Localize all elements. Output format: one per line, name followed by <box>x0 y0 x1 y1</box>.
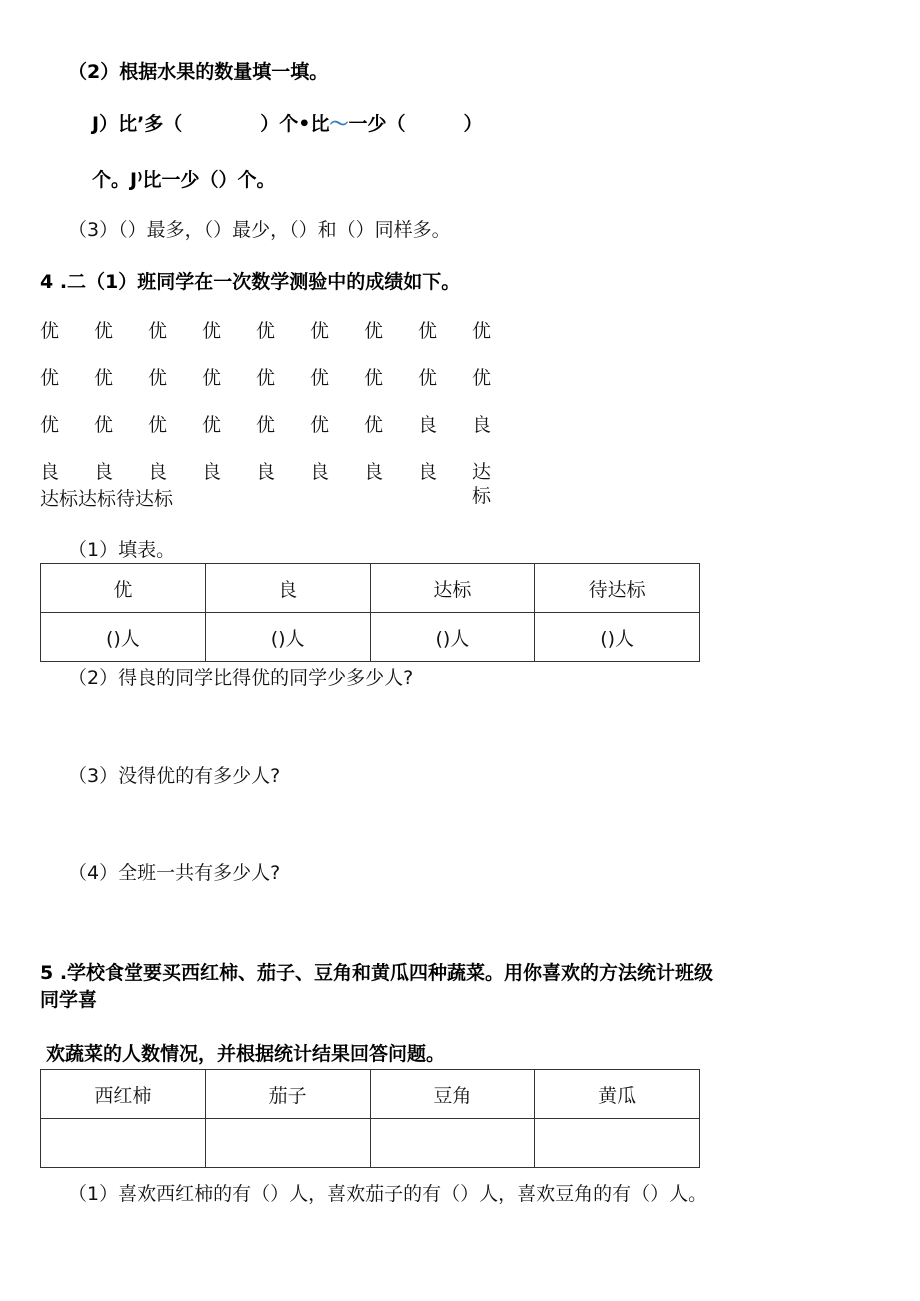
table-header-row <box>41 1070 700 1119</box>
grade-cell: 优 <box>364 414 384 436</box>
tilde-mark: ～ <box>329 113 349 135</box>
grade-cell: 良 <box>148 461 168 483</box>
grade-cell: 优 <box>472 320 492 342</box>
grade-cell: 优 <box>310 414 330 436</box>
question-3-3: （3）（）最多，（）最少，（）和（）同样多。 <box>68 219 451 241</box>
question-4-3: （3）没得优的有多少人? <box>68 765 281 787</box>
grade-cell: 优 <box>148 367 168 389</box>
grade-cell: 良 <box>418 414 438 436</box>
grades-tail: 达标达标待达标 <box>40 488 174 510</box>
table-cell: ()人 <box>205 613 370 662</box>
table-row <box>41 613 700 662</box>
grade-cell: 优 <box>94 414 114 436</box>
table-header-row <box>41 564 700 613</box>
grade-cell: 优 <box>310 367 330 389</box>
grade-cell: 优 <box>418 367 438 389</box>
table-cell-empty <box>535 1119 700 1168</box>
fill-blank-part-d: ） <box>463 113 483 135</box>
grade-cell: 良 <box>202 461 222 483</box>
grade-cell: 优 <box>94 367 114 389</box>
grade-cell: 优 <box>310 320 330 342</box>
table-cell: ()人 <box>41 613 206 662</box>
grade-cell: 优 <box>202 414 222 436</box>
grade-cell: 优 <box>148 320 168 342</box>
grade-cell: 优 <box>94 320 114 342</box>
grade-cell: 优 <box>40 367 60 389</box>
table-cell-empty <box>205 1119 370 1168</box>
question-3-2-prompt: （2）根据水果的数量填一填。 <box>68 61 329 83</box>
table-cell: ()人 <box>535 613 700 662</box>
question-5-title-line2: 同学喜 <box>40 989 98 1011</box>
question-5-1: （1）喜欢西红柿的有（）人，喜欢茄子的有（）人，喜欢豆角的有（）人。 <box>68 1183 708 1205</box>
question-4-1: （1）填表。 <box>68 539 176 561</box>
grade-cell: 优 <box>148 414 168 436</box>
fill-blank-part-b: ）个•比 <box>260 113 330 135</box>
fill-blank-part-c: 一少（ <box>348 113 406 135</box>
fill-blank-line-2: 个。J⁾比一少（）个。 <box>92 169 276 191</box>
grade-cell: 良 <box>94 461 114 483</box>
table-header-cell: 黄瓜 <box>535 1070 700 1119</box>
table-header-cell: 优 <box>41 564 206 613</box>
grade-cell: 良 <box>256 461 276 483</box>
grade-cell: 优 <box>418 320 438 342</box>
question-5-title-line1: 5 .学校食堂要买西红柿、茄子、豆角和黄瓜四种蔬菜。用你喜欢的方法统计班级 <box>40 962 714 984</box>
table-cell-empty <box>370 1119 535 1168</box>
question-4-title: 4 .二（1）班同学在一次数学测验中的成绩如下。 <box>40 271 461 293</box>
table-header-cell: 待达标 <box>535 564 700 613</box>
table-cell: ()人 <box>370 613 535 662</box>
grade-cell: 优 <box>40 414 60 436</box>
grade-count-table <box>40 563 700 662</box>
grade-cell: 优 <box>256 414 276 436</box>
table-row <box>41 1119 700 1168</box>
table-header-cell: 西红柿 <box>41 1070 206 1119</box>
grade-cell: 良 <box>418 461 438 483</box>
table-header-cell: 茄子 <box>205 1070 370 1119</box>
grade-cell: 良 <box>40 461 60 483</box>
grade-cell: 良 <box>310 461 330 483</box>
grade-cell: 优 <box>256 367 276 389</box>
grade-cell: 优 <box>364 320 384 342</box>
grade-cell: 优 <box>364 367 384 389</box>
grade-cell: 优 <box>202 367 222 389</box>
fill-blank-line-1 <box>92 112 483 136</box>
grade-cell: 良 <box>364 461 384 483</box>
table-header-cell: 豆角 <box>370 1070 535 1119</box>
vegetable-table <box>40 1069 700 1168</box>
question-5-title-line3: 欢蔬菜的人数情况，并根据统计结果回答问题。 <box>46 1043 446 1065</box>
grade-cell: 达标 <box>472 461 492 507</box>
table-header-cell: 达标 <box>370 564 535 613</box>
question-4-2: （2）得良的同学比得优的同学少多少人? <box>68 667 414 689</box>
fill-blank-part-a: J）比’多（ <box>92 113 183 135</box>
question-4-4: （4）全班一共有多少人? <box>68 862 281 884</box>
grade-cell: 优 <box>40 320 60 342</box>
table-header-cell: 良 <box>205 564 370 613</box>
grade-cell: 优 <box>256 320 276 342</box>
grade-cell: 良 <box>472 414 492 436</box>
table-cell-empty <box>41 1119 206 1168</box>
grade-cell: 优 <box>472 367 492 389</box>
grade-cell: 优 <box>202 320 222 342</box>
